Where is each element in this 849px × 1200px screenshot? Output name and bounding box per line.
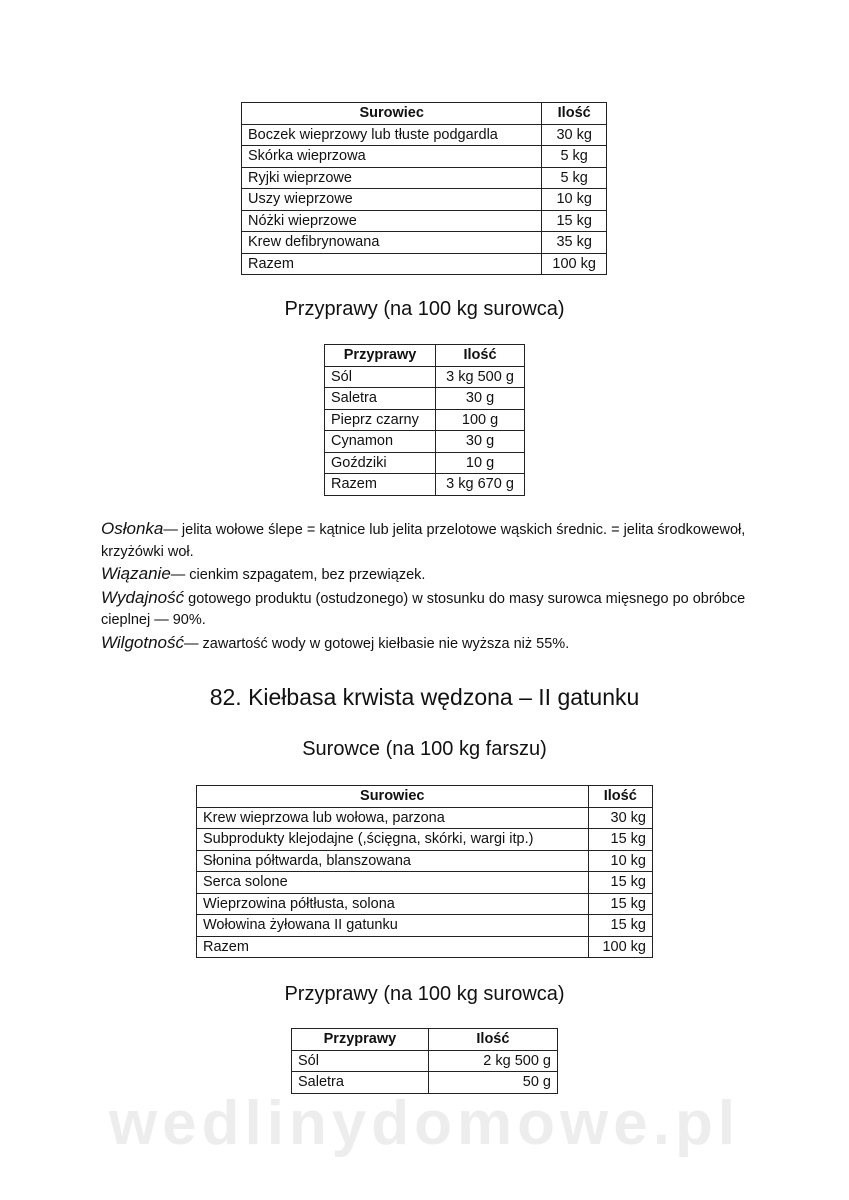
ingredient-cell: Uszy wieprzowe [242, 189, 542, 211]
ingredient-cell: Boczek wieprzowy lub tłuste podgardla [242, 124, 542, 146]
table-row [197, 807, 653, 829]
table-row [325, 409, 525, 431]
table-row [242, 146, 607, 168]
table-header: Przyprawy [325, 345, 436, 367]
spices-table-1 [324, 344, 525, 496]
spices-heading: Przyprawy (na 100 kg surowca) [284, 298, 565, 320]
table-row [325, 366, 525, 388]
ingredient-cell: Nóżki wieprzowe [242, 210, 542, 232]
table-row [292, 1050, 558, 1072]
quantity-cell: 10 kg [542, 189, 607, 211]
ingredient-cell: Ryjki wieprzowe [242, 167, 542, 189]
ingredient-cell: Wołowina żyłowana II gatunku [197, 915, 589, 937]
note-term: Wilgotność [101, 632, 184, 652]
production-notes [101, 518, 781, 655]
quantity-cell: 30 g [436, 431, 525, 453]
quantity-cell: 30 g [436, 388, 525, 410]
ingredient-cell: Serca solone [197, 872, 589, 894]
spice-cell: Saletra [325, 388, 436, 410]
note-text: — jelita wołowe ślepe = kątnice lub jelita przelotowe wąskich średnic. = jelita środkowewoł, krzyżówki woł. [101, 522, 746, 560]
spice-cell: Razem [325, 474, 436, 496]
table-header: Surowiec [197, 786, 589, 808]
ingredient-cell: Krew defibrynowana [242, 232, 542, 254]
quantity-cell: 35 kg [542, 232, 607, 254]
quantity-cell: 3 kg 500 g [436, 366, 525, 388]
note-tying [101, 563, 781, 587]
ingredient-cell: Skórka wieprzowa [242, 146, 542, 168]
quantity-cell: 15 kg [542, 210, 607, 232]
table-row [197, 872, 653, 894]
table-row [242, 210, 607, 232]
note-text: — zawartość wody w gotowej kiełbasie nie wyższa niż 55%. [184, 635, 570, 652]
ingredient-cell: Wieprzowina półtłusta, solona [197, 893, 589, 915]
table-row [325, 431, 525, 453]
table-row [197, 936, 653, 958]
table-row [242, 167, 607, 189]
spice-cell: Goździki [325, 452, 436, 474]
table-row [197, 850, 653, 872]
ingredients-table-2 [196, 785, 653, 958]
note-term: Wiązanie [101, 564, 171, 583]
ingredients-table-1 [241, 102, 607, 275]
quantity-cell: 3 kg 670 g [436, 474, 525, 496]
table-row [197, 893, 653, 915]
spice-cell: Saletra [292, 1072, 429, 1094]
ingredient-cell: Krew wieprzowa lub wołowa, parzona [197, 807, 589, 829]
quantity-cell: 100 kg [588, 936, 652, 958]
table-row [242, 124, 607, 146]
table-header: Ilość [588, 786, 652, 808]
table-row [197, 829, 653, 851]
table-row [242, 253, 607, 275]
spices-table-2 [291, 1028, 558, 1094]
spice-cell: Sól [325, 366, 436, 388]
spice-cell: Cynamon [325, 431, 436, 453]
quantity-cell: 100 g [436, 409, 525, 431]
note-casing [101, 518, 781, 563]
note-term: Wydajność [101, 587, 185, 607]
quantity-cell: 15 kg [588, 915, 652, 937]
quantity-cell: 2 kg 500 g [428, 1050, 557, 1072]
raw-materials-heading: Surowce (na 100 kg farszu) [302, 738, 547, 760]
spice-cell: Pieprz czarny [325, 409, 436, 431]
table-header: Surowiec [242, 103, 542, 125]
spices-heading: Przyprawy (na 100 kg surowca) [284, 983, 565, 1005]
note-text: gotowego produktu (ostudzonego) w stosunku do masy surowca mięsnego po obróbce cieplnej — 90%. [101, 590, 746, 628]
spice-cell: Sól [292, 1050, 429, 1072]
quantity-cell: 5 kg [542, 167, 607, 189]
quantity-cell: 100 kg [542, 253, 607, 275]
quantity-cell: 30 kg [588, 807, 652, 829]
table-row [242, 189, 607, 211]
table-row [242, 232, 607, 254]
table-row [325, 452, 525, 474]
ingredient-cell: Subprodukty klejodajne (,ścięgna, skórki, wargi itp.) [197, 829, 589, 851]
ingredient-cell: Słonina półtwarda, blanszowana [197, 850, 589, 872]
quantity-cell: 15 kg [588, 893, 652, 915]
table-row [325, 474, 525, 496]
note-moisture [101, 632, 781, 656]
table-header: Przyprawy [292, 1029, 429, 1051]
watermark: wedlinydomowe.pl [108, 1089, 741, 1158]
note-text: — cienkim szpagatem, bez przewiązek. [170, 567, 426, 583]
quantity-cell: 10 g [436, 452, 525, 474]
quantity-cell: 10 kg [588, 850, 652, 872]
table-row [325, 388, 525, 410]
note-yield [101, 587, 781, 632]
table-header: Ilość [542, 103, 607, 125]
quantity-cell: 50 g [428, 1072, 557, 1094]
table-header: Ilość [428, 1029, 557, 1051]
quantity-cell: 15 kg [588, 872, 652, 894]
table-header: Ilość [436, 345, 525, 367]
ingredient-cell: Razem [197, 936, 589, 958]
table-row [197, 915, 653, 937]
quantity-cell: 15 kg [588, 829, 652, 851]
note-term: Osłonka [101, 519, 164, 538]
ingredient-cell: Razem [242, 253, 542, 275]
quantity-cell: 5 kg [542, 146, 607, 168]
quantity-cell: 30 kg [542, 124, 607, 146]
section-title: 82. Kiełbasa krwista wędzona – II gatunku [209, 684, 640, 710]
